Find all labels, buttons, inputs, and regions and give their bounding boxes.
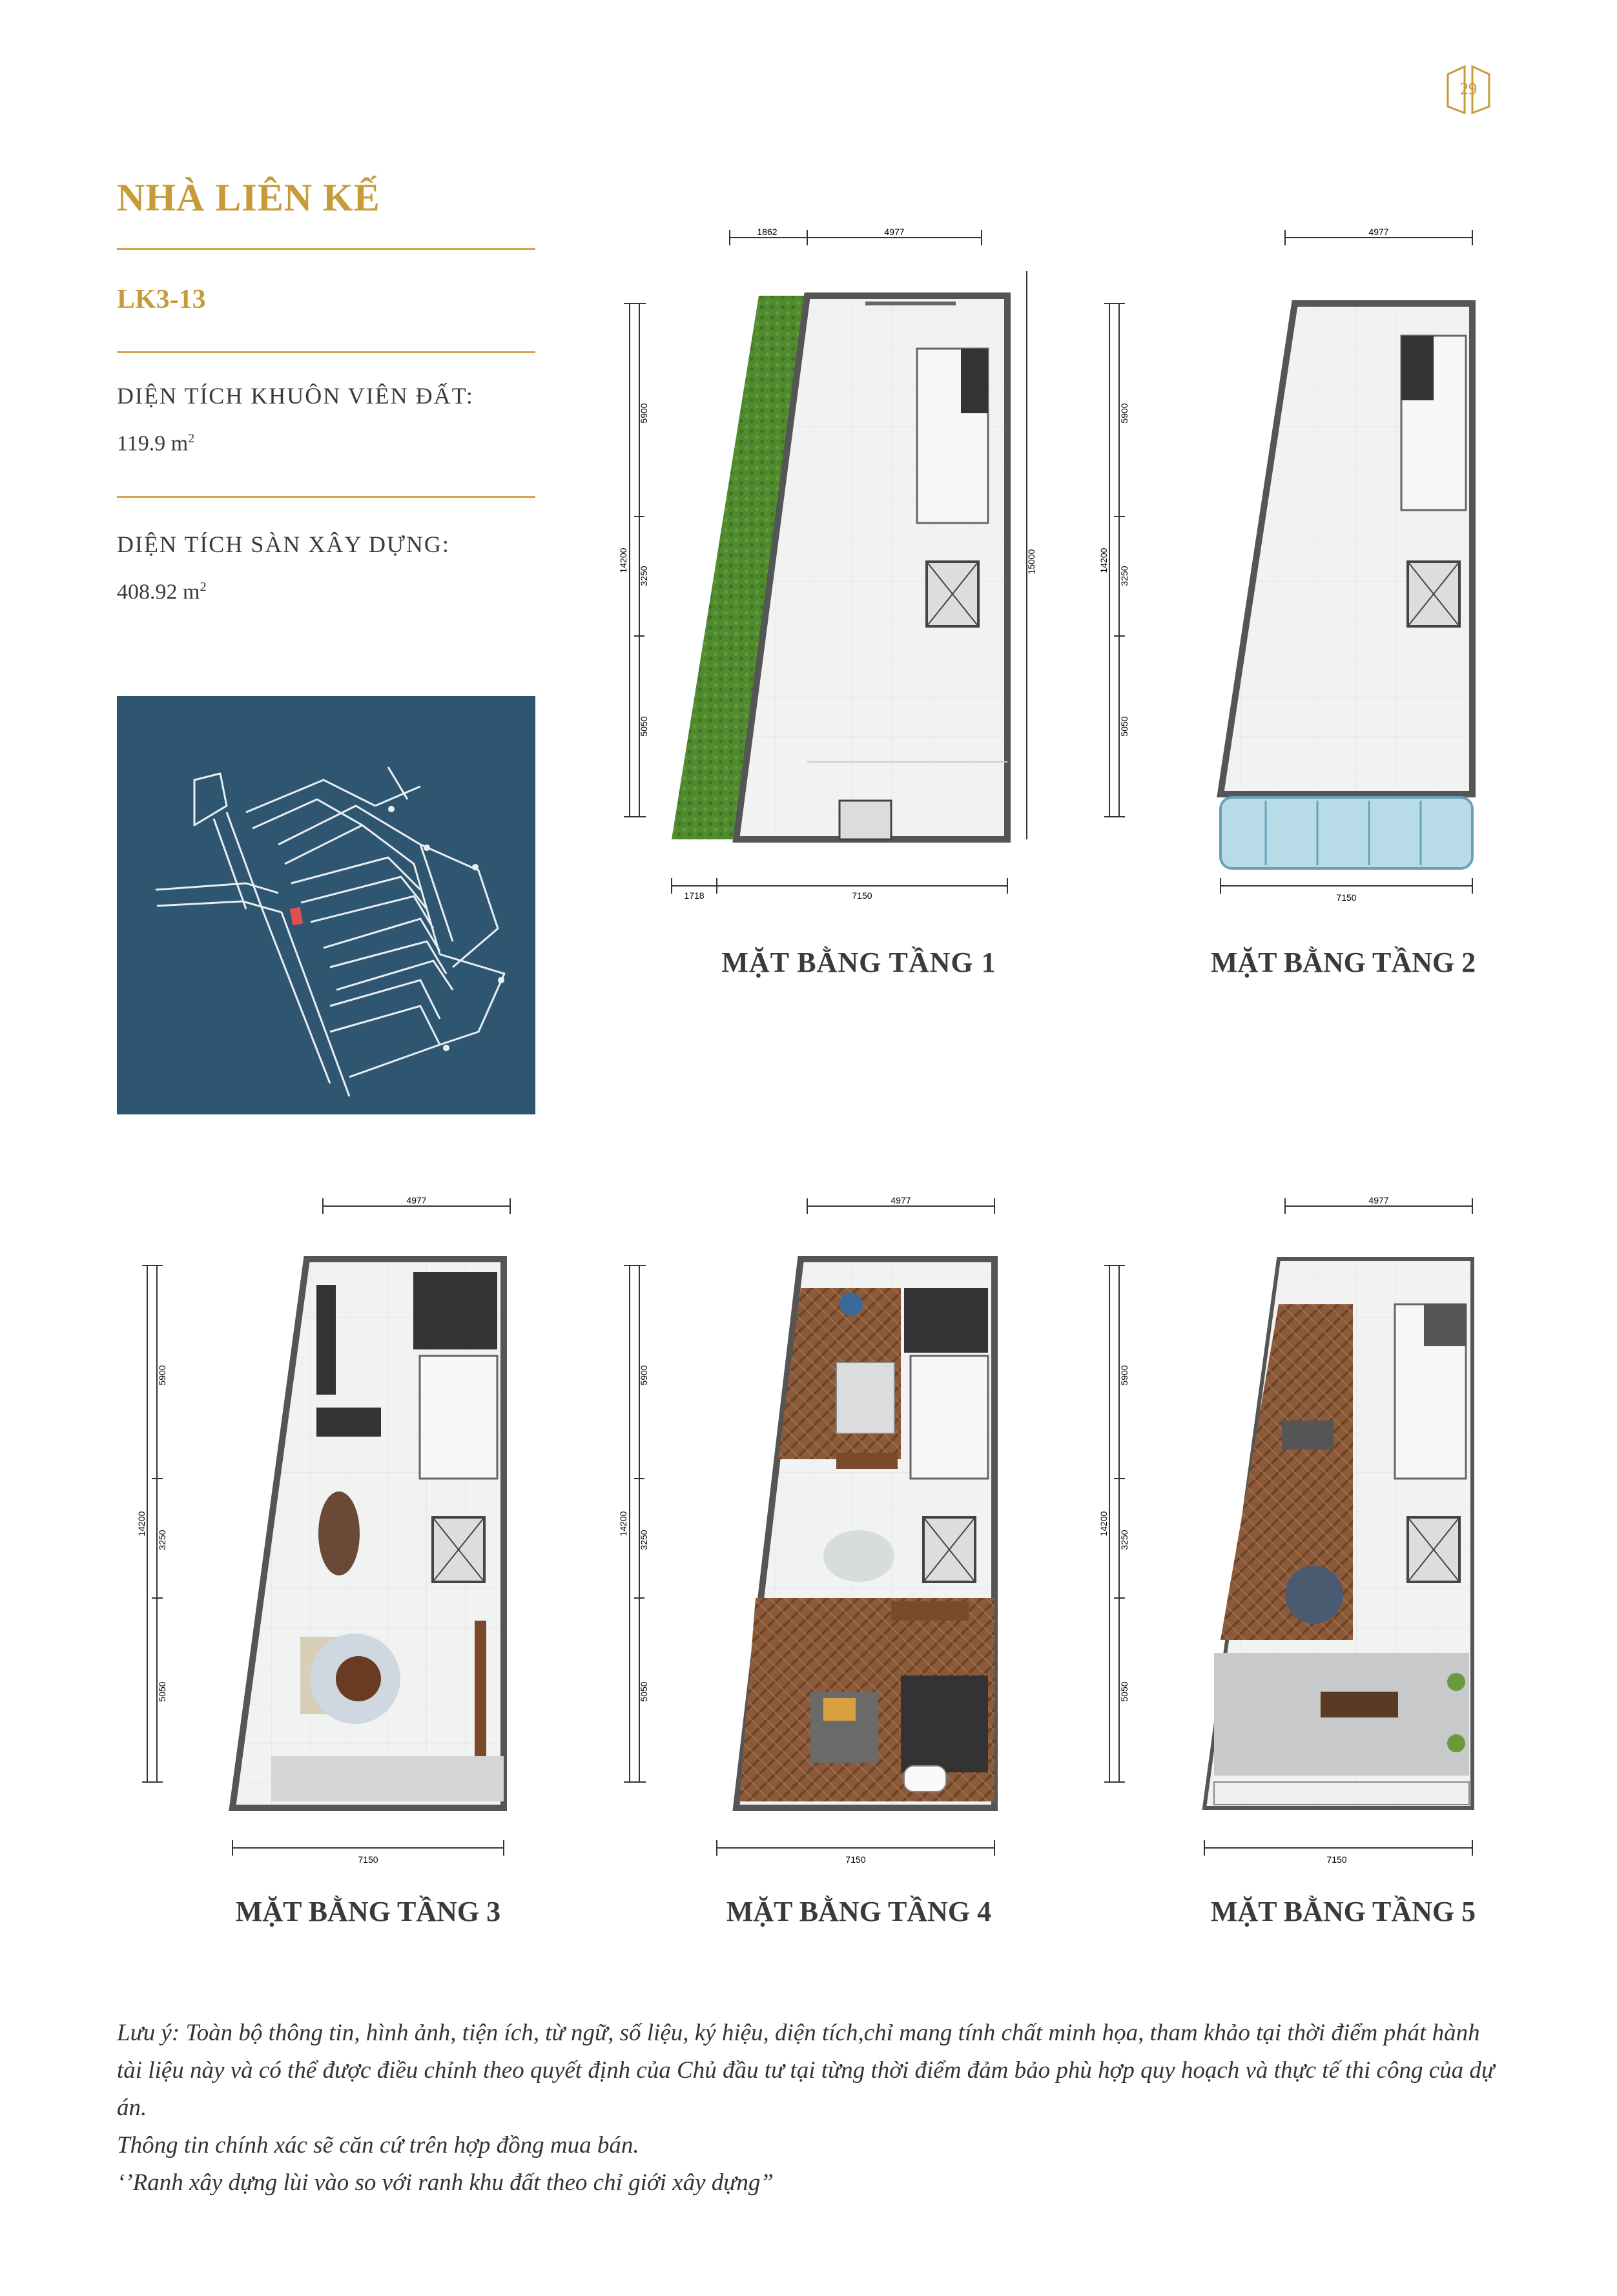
plan-4-caption: MẶT BẰNG TẦNG 4: [726, 1896, 992, 1927]
dim-left-3: 5050: [1119, 716, 1129, 737]
dim-top-2: 4977: [884, 227, 905, 237]
floor-plan-2: [1098, 227, 1472, 868]
plan-4-bottom-dims: [717, 1840, 994, 1865]
floor-plan-5: [1098, 1195, 1472, 1808]
dim-top: 4977: [1368, 227, 1389, 237]
dim-top: 4977: [406, 1195, 427, 1205]
plan-1-bottom-dims: [672, 878, 1007, 901]
dim-top-1: 1862: [757, 227, 778, 237]
dim-bottom: 7150: [358, 1854, 378, 1865]
plan-3-caption: MẶT BẰNG TẦNG 3: [235, 1896, 501, 1927]
land-area-label: DIỆN TÍCH KHUÔN VIÊN ĐẤT:: [117, 383, 474, 409]
plan-1-caption: MẶT BẰNG TẦNG 1: [721, 947, 996, 978]
page-number: 29: [1460, 79, 1477, 98]
dim-top: 4977: [1368, 1195, 1389, 1205]
land-area-value: 119.9 $m^2$: [117, 431, 195, 456]
page-title: NHÀ LIÊN KẾ: [117, 176, 380, 219]
dim-left-1: 5900: [1119, 1365, 1129, 1386]
unit-code: LK3-13: [117, 285, 206, 314]
floor-area-value: 408.92 $m^2$: [117, 580, 207, 604]
dim-bottom: 7150: [1336, 892, 1357, 903]
dim-left-1: 5900: [639, 403, 649, 424]
dim-bottom-1: 1718: [684, 890, 705, 901]
floor-plan-1: [618, 227, 1036, 839]
dim-left-3: 5050: [157, 1681, 167, 1702]
dim-left-2: 3250: [1119, 1530, 1129, 1550]
dim-left-2: 3250: [1119, 566, 1129, 586]
dim-left-3: 5050: [1119, 1681, 1129, 1702]
dim-left-3: 5050: [639, 716, 649, 737]
disclaimer-contract: Thông tin chính xác sẽ căn cứ trên hợp đồng mua bán.: [117, 2132, 639, 2158]
dim-left-2: 3250: [157, 1530, 167, 1550]
dim-left-2: 3250: [639, 566, 649, 586]
dim-left-total: 14200: [1098, 548, 1109, 573]
dim-bottom: 7150: [1326, 1854, 1347, 1865]
dim-left-1: 5900: [1119, 403, 1129, 424]
dim-top: 4977: [891, 1195, 911, 1205]
dim-right-total: 15000: [1026, 549, 1036, 575]
dim-left-total: 14200: [1098, 1511, 1109, 1537]
plan-5-bottom-dims: [1204, 1840, 1472, 1865]
floor-plan-3: [136, 1195, 510, 1808]
plan-2-bottom-dims: [1220, 878, 1472, 903]
floor-area-label: DIỆN TÍCH SÀN XÂY DỰNG:: [117, 531, 450, 557]
disclaimer-main: Lưu ý: Toàn bộ thông tin, hình ảnh, tiện ích, từ ngữ, số liệu, ký hiệu, diện tích,chỉ mang tính chất minh họa, tham khảo tại thời điểm phát hành tài liệu này và có thể được điều chỉnh theo quyết định của Chủ đầu tư tại từng thời điểm đảm bảo phù hợp quy hoạch và thực tế thi công của dự án.: [117, 2020, 1495, 2121]
dim-left-total: 14200: [618, 1511, 628, 1537]
dim-left-3: 5050: [639, 1681, 649, 1702]
floor-plan-4: [618, 1195, 994, 1808]
plan-5-caption: MẶT BẰNG TẦNG 5: [1210, 1896, 1476, 1927]
dim-left-total: 14200: [136, 1511, 147, 1537]
dim-left-1: 5900: [157, 1365, 167, 1386]
disclaimer-setback: ‘’Ranh xây dựng lùi vào so với ranh khu đất theo chỉ giới xây dựng”: [117, 2169, 774, 2196]
dim-bottom: 7150: [845, 1854, 866, 1865]
dim-bottom-2: 7150: [852, 890, 872, 901]
dim-left-total: 14200: [618, 548, 628, 573]
dim-left-2: 3250: [639, 1530, 649, 1550]
disclaimer: [117, 2014, 1505, 2202]
plan-2-caption: MẶT BẰNG TẦNG 2: [1210, 947, 1476, 978]
plan-3-bottom-dims: [232, 1840, 504, 1865]
dim-left-1: 5900: [639, 1365, 649, 1386]
